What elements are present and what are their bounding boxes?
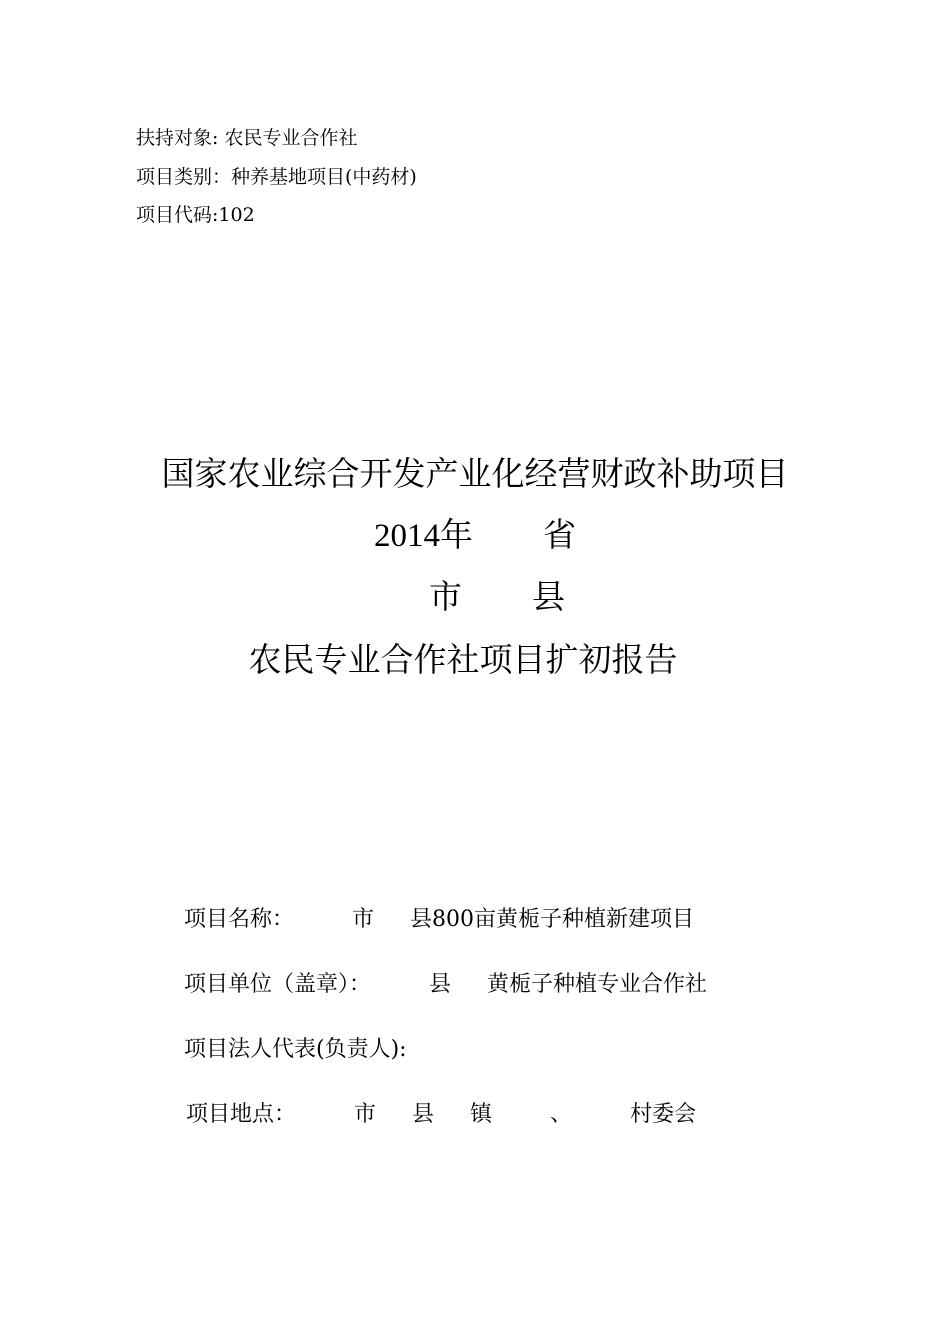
report-title-city-county bbox=[22, 577, 950, 617]
project-code-line: 项目代码:102 bbox=[136, 204, 255, 226]
project-unit-label: 项目单位（盖章）： bbox=[184, 972, 372, 997]
support-target-line: 扶持对象: 农民专业合作社 bbox=[136, 127, 358, 149]
project-location-town: 镇 bbox=[470, 1102, 493, 1127]
title-county: 县 bbox=[532, 577, 565, 616]
project-name-value: 县800亩黄栀子种植新建项目 bbox=[410, 907, 695, 932]
project-category-line: 项目类别：种养基地项目(中药材) bbox=[136, 166, 417, 188]
title-city: 市 bbox=[429, 577, 462, 616]
report-title-main: 国家农业综合开发产业化经营财政补助项目 bbox=[161, 454, 789, 493]
project-legal-rep-label: 项目法人代表(负责人): bbox=[184, 1037, 407, 1062]
project-unit-value: 黄栀子种植专业合作社 bbox=[487, 972, 708, 997]
project-location-row bbox=[186, 1101, 696, 1129]
project-location-village: 村委会 bbox=[630, 1102, 697, 1127]
project-location-label: 项目地点： bbox=[186, 1102, 297, 1127]
report-title-subtitle: 农民专业合作社项目扩初报告 bbox=[248, 640, 678, 679]
project-unit-row bbox=[184, 971, 707, 999]
project-name-row bbox=[184, 906, 694, 934]
title-province: 省 bbox=[543, 515, 576, 554]
project-legal-rep-row bbox=[184, 1036, 407, 1064]
project-name-label: 项目名称： bbox=[184, 907, 295, 932]
project-location-county: 县 bbox=[412, 1102, 435, 1127]
project-location-separator: 、 bbox=[550, 1102, 573, 1127]
project-location-city: 市 bbox=[354, 1102, 377, 1127]
report-title-year-province bbox=[0, 515, 950, 556]
project-name-city: 市 bbox=[352, 907, 375, 932]
project-unit-county: 县 bbox=[429, 972, 452, 997]
title-year: 2014年 bbox=[374, 518, 473, 554]
